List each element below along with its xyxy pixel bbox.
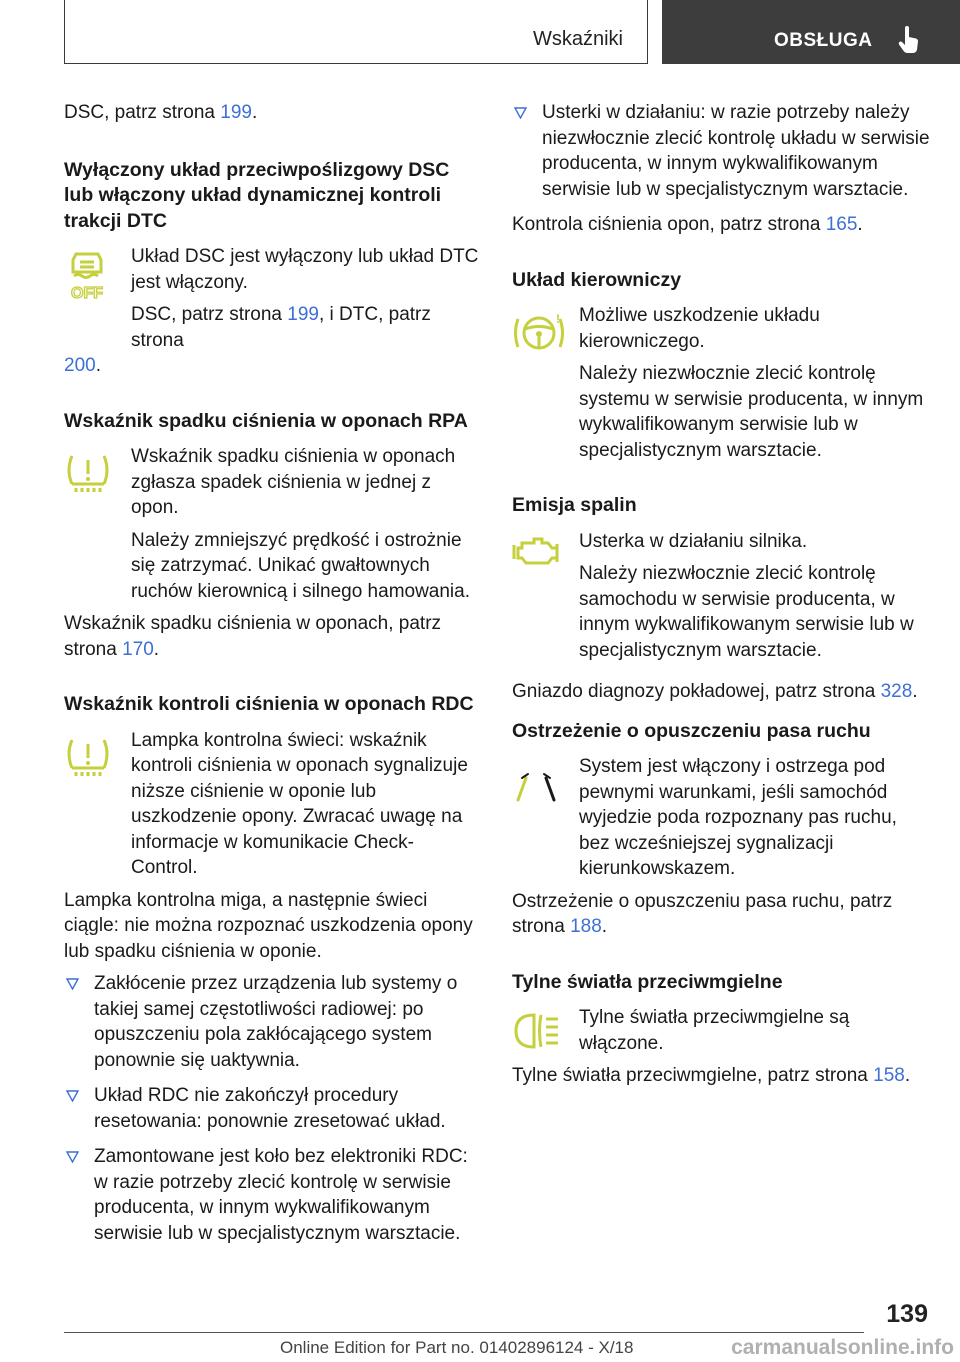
dsc-intro-ref: DSC, patrz strona 199.: [64, 102, 258, 123]
lane-text-1: System jest włączony i ostrzega pod pewnymi warunkami, jeśli samochód wyjedzie poda rozpoznany pas ruchu, bez wcześniejszej sygnalizacji kierunkowskazem.: [579, 756, 897, 879]
emission-heading: Emisja spalin: [512, 494, 637, 516]
lane-departure-icon: [512, 768, 560, 808]
fog-indicator-block: [512, 1005, 932, 1056]
fog-text-1: Tylne światła przeciwmgielne są włączone.: [579, 1007, 850, 1054]
rpa-heading: Wskaźnik spadku ciśnienia w oponach RPA: [64, 409, 468, 432]
footer-watermark: carmanualsonline.info: [731, 1336, 954, 1359]
check-engine-icon: [512, 535, 562, 571]
rpa-ref: Wskaźnik spadku ciśnienia w oponach, patrz strona 170.: [64, 613, 442, 660]
dsc-indicator-block: [64, 244, 480, 353]
list-item: Układ RDC nie zakończył procedury resetowania: ponownie zresetować układ.: [64, 1083, 480, 1134]
steering-text-1: Możliwe uszkodzenie układu kierowniczego.: [579, 305, 820, 352]
dsc-ref-continued: 200.: [64, 355, 101, 376]
steering-wheel-warning-icon: [512, 309, 566, 353]
triangle-bullet-icon: [514, 107, 527, 119]
rdc-text-1: Lampka kontrolna świeci: wskaźnik kontroli ciśnienia w oponach sygnalizuje niższe ciśnienie w oponie lub uszkodzenie opony. Zwracać uwagę na informacje w komunikacie Check-Control.: [131, 729, 468, 878]
left-column: [64, 100, 480, 1256]
rdc-text-2: Lampka kontrolna miga, a następnie świeci ciągle: nie można rozpoznać uszkodzenia opony lub spadku ciśnienia w oponie.: [64, 889, 473, 962]
dsc-ref-line: DSC, patrz strona 199, i DTC, patrz strona: [131, 304, 431, 351]
pointing-hand-icon: [898, 26, 920, 54]
steering-heading: Układ kierowniczy: [512, 268, 682, 291]
header-chapter-label: OBSŁUGA: [774, 30, 873, 51]
rdc-heading: Wskaźnik kontroli ciśnienia w oponach RDC: [64, 693, 474, 715]
tire-pressure-icon: [64, 734, 112, 778]
triangle-bullet-icon: [66, 1090, 79, 1102]
list-item: Zakłócenie przez urządzenia lub systemy o takiej samej częstotliwości radiowej: po opuszczeniu pola zakłócającego system ponownie się uaktywnia.: [64, 971, 480, 1073]
header-section-title: Wskaźniki: [532, 28, 623, 50]
steering-text-2: Należy niezwłocznie zlecić kontrolę systemu w serwisie producenta, w innym wykwalifikowanym serwisie lub w specjalistycznym warsztacie.: [579, 363, 924, 461]
emission-text-2: Należy niezwłocznie zlecić kontrolę samochodu w serwisie producenta, w innym wykwalifikowanym serwisie lub w specjalistycznym warsztacie.: [579, 563, 914, 661]
dsc-off-icon: [64, 250, 110, 302]
footer-divider: [64, 1332, 864, 1333]
triangle-bullet-icon: [66, 1151, 79, 1163]
page-link[interactable]: 200: [64, 355, 96, 376]
fog-heading: Tylne światła przeciwmgielne: [512, 970, 783, 993]
list-item: Usterki w działaniu: w razie potrzeby należy niezwłocznie zlecić kontrolę układu w serwisie producenta, w innym wykwalifikowanym serwisie lub w specjalistycznym warsztacie.: [512, 100, 932, 202]
footer-edition: Online Edition for Part no. 01402896124 - X/18: [280, 1338, 634, 1357]
emission-text-1: Usterka w działaniu silnika.: [579, 530, 808, 552]
lane-ref: Ostrzeżenie o opuszczeniu pasa ruchu, patrz strona 188.: [512, 890, 893, 937]
steering-indicator-block: [512, 303, 932, 463]
rpa-text-2: Należy zmniejszyć prędkość i ostrożnie się zatrzymać. Unikać gwałtownych ruchów kierownicą i silnego hamowania.: [131, 529, 471, 602]
page-link[interactable]: 165: [825, 214, 858, 235]
obd-ref: Gniazdo diagnozy pokładowej, patrz strona 328.: [512, 681, 918, 702]
lane-indicator-block: [512, 754, 932, 882]
rdc-bullet-list: [64, 971, 480, 1246]
rear-fog-light-icon: [512, 1011, 562, 1051]
dsc-heading: Wyłączony układ przeciwpoślizgowy DSC lub włączony układ dynamicznej kontroli trakcji DTC: [64, 158, 450, 232]
page-link[interactable]: 188: [570, 916, 602, 937]
page-link[interactable]: 158: [873, 1065, 905, 1086]
page-link[interactable]: 328: [880, 681, 913, 702]
svg-text:OFF: OFF: [71, 285, 103, 302]
header-section-box: [64, 0, 648, 64]
page-link[interactable]: 170: [122, 638, 154, 660]
rdc-indicator-block: [64, 728, 480, 881]
svg-text:!: !: [556, 312, 560, 326]
list-item: Zamontowane jest koło bez elektroniki RDC: w razie potrzeby zlecić kontrolę w serwisie producenta, w innym wykwalifikowanym serwisie lub w specjalistycznym warsztacie.: [64, 1144, 480, 1246]
lane-heading: Ostrzeżenie o opuszczeniu pasa ruchu: [512, 719, 871, 742]
tire-pressure-ref: Kontrola ciśnienia opon, patrz strona 165.: [512, 214, 863, 235]
fog-ref: Tylne światła przeciwmgielne, patrz strona 158.: [512, 1065, 911, 1086]
emission-indicator-block: [512, 529, 932, 664]
page-link[interactable]: 199: [220, 102, 252, 123]
rdc-bullet-list-continued: [512, 100, 932, 202]
rpa-indicator-block: [64, 444, 480, 604]
page-link[interactable]: 199: [287, 304, 319, 325]
tire-pressure-icon: [64, 450, 112, 494]
header-chapter-tab[interactable]: [662, 0, 960, 64]
triangle-bullet-icon: [66, 978, 79, 990]
rpa-text-1: Wskaźnik spadku ciśnienia w oponach zgłasza spadek ciśnienia w jednej z opon.: [131, 446, 456, 518]
page-number: 139: [886, 1300, 928, 1328]
right-column: [512, 100, 932, 1096]
dsc-text-1: Układ DSC jest wyłączony lub układ DTC jest włączony.: [131, 246, 479, 293]
